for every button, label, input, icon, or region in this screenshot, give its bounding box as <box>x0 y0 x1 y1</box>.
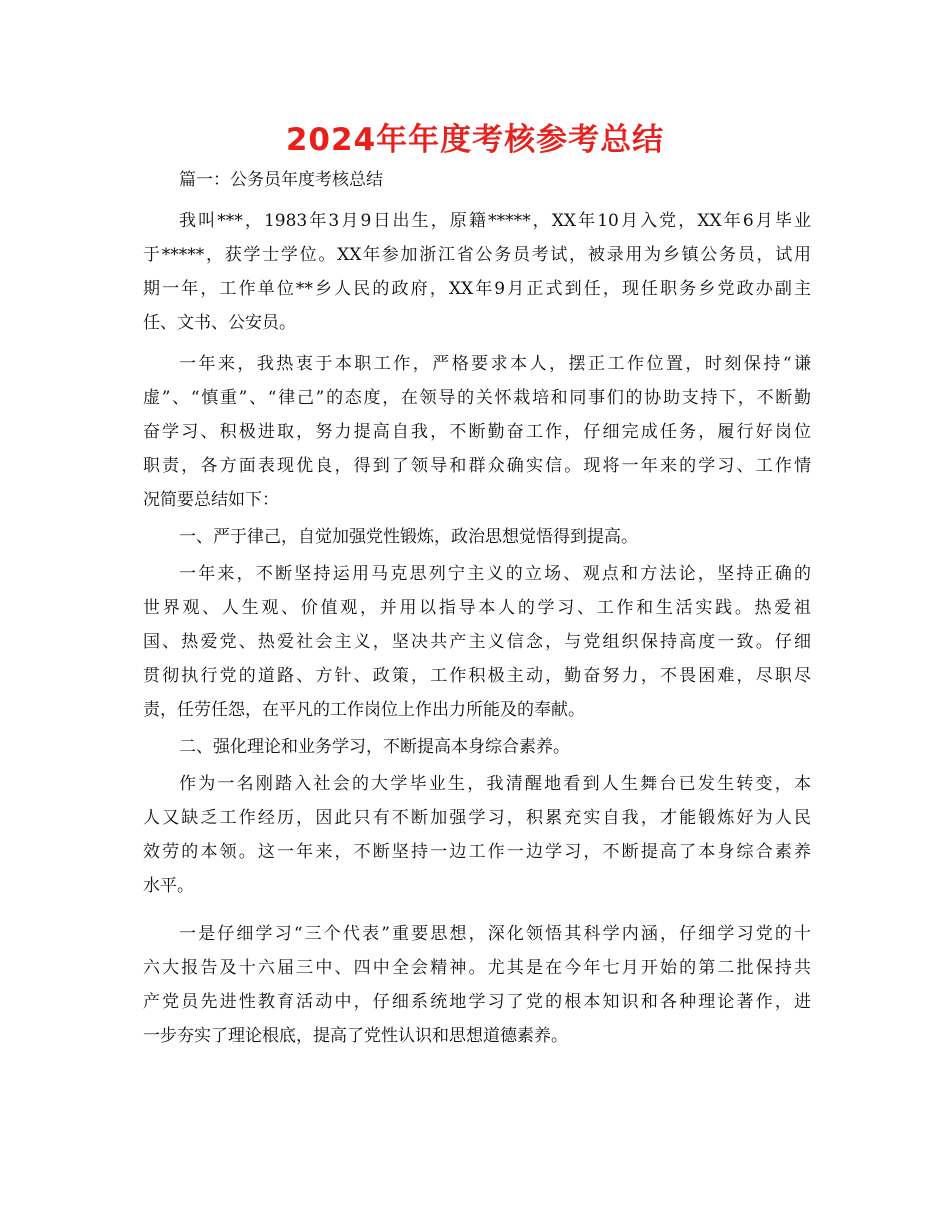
paragraph <box>143 557 811 727</box>
paragraph-line: 二、强化理论和业务学习，不断提高本身综合素养。 <box>179 737 570 757</box>
paragraph <box>143 767 811 903</box>
document-body <box>143 163 811 1053</box>
paragraph-line: 于*****，获学士学位。XX年参加浙江省公务员考试，被录用为乡镇公务员，试用 <box>143 245 811 265</box>
section-heading <box>143 520 811 554</box>
paragraph <box>143 163 811 197</box>
paragraph-line: 一年来，不断坚持运用马克思列宁主义的立场、观点和方法论，坚持正确的 <box>179 564 811 584</box>
paragraph-line: 作为一名刚踏入社会的大学毕业生，我清醒地看到人生舞台已发生转变，本 <box>179 774 811 794</box>
paragraph <box>143 917 811 1053</box>
paragraph-line: 贯彻执行党的道路、方针、政策，工作积极主动，勤奋努力，不畏困难，尽职尽 <box>143 666 811 686</box>
paragraph-line: 一年来，我热衷于本职工作，严格要求本人，摆正工作位置，时刻保持“谦 <box>179 354 811 374</box>
paragraph-line: 产党员先进性教育活动中，仔细系统地学习了党的根本知识和各种理论著作，进 <box>143 992 811 1012</box>
paragraph-line: 任、文书、公安员。 <box>143 313 296 333</box>
paragraph-line: 人又缺乏工作经历，因此只有不断加强学习，积累充实自我，才能锻炼好为人民 <box>143 808 811 828</box>
document-title: 2024年年度考核参考总结 <box>285 122 665 158</box>
paragraph-line: 期一年，工作单位**乡人民的政府，XX年9月正式到任，现任职务乡党政办副主 <box>143 279 811 299</box>
paragraph-line: 我叫***，1983年3月9日出生，原籍*****，XX年10月入党，XX年6月毕业 <box>179 211 811 231</box>
paragraph-line: 六大报告及十六届三中、四中全会精神。尤其是在今年七月开始的第二批保持共 <box>143 958 811 978</box>
paragraph-line: 虚”、“慎重”、“律己”的态度，在领导的关怀栽培和同事们的协助支持下，不断勤 <box>143 388 811 408</box>
paragraph-line: 一是仔细学习“三个代表”重要思想，深化领悟其科学内涵，仔细学习党的十 <box>179 924 811 944</box>
paragraph-line: 况简要总结如下： <box>143 490 279 510</box>
paragraph-line: 责，任劳任怨，在平凡的工作岗位上作出力所能及的奉献。 <box>143 700 585 720</box>
paragraph-line: 篇一：公务员年度考核总结 <box>179 170 383 190</box>
paragraph <box>143 204 811 340</box>
paragraph-line: 一、严于律己，自觉加强党性锻炼，政治思想觉悟得到提高。 <box>179 527 638 547</box>
paragraph-line: 一步夯实了理论根底，提高了党性认识和思想道德素养。 <box>143 1026 568 1046</box>
paragraph-line: 国、热爱党、热爱社会主义，坚决共产主义信念，与党组织保持高度一致。仔细 <box>143 632 811 652</box>
paragraph-line: 职责，各方面表现优良，得到了领导和群众确实信。现将一年来的学习、工作情 <box>143 456 811 476</box>
paragraph-line: 水平。 <box>143 876 194 896</box>
paragraph-line: 效劳的本领。这一年来，不断坚持一边工作一边学习，不断提高了本身综合素养 <box>143 842 811 862</box>
paragraph-line: 世界观、人生观、价值观，并用以指导本人的学习、工作和生活实践。热爱祖 <box>143 598 811 618</box>
section-heading <box>143 730 811 764</box>
paragraph <box>143 347 811 517</box>
paragraph-line: 奋学习、积极进取，努力提高自我，不断勤奋工作，仔细完成任务，履行好岗位 <box>143 422 811 442</box>
